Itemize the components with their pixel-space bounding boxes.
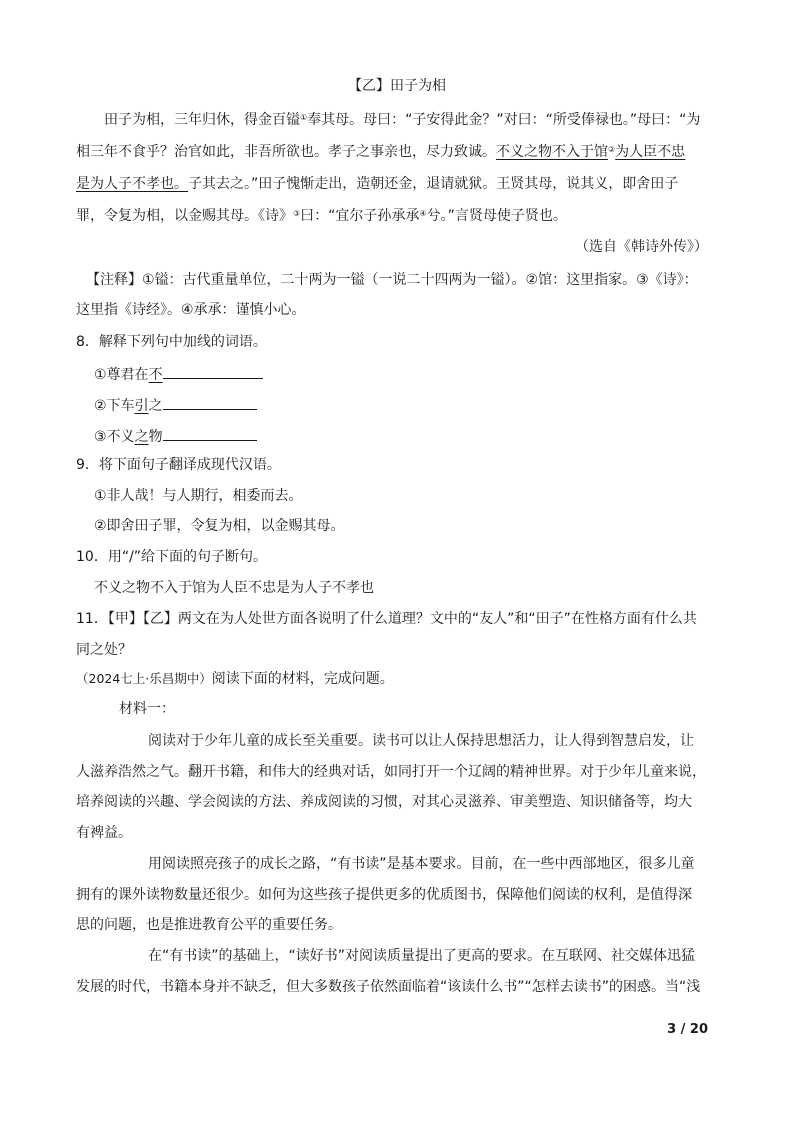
question-8-stem: 8．解释下列句中加线的词语。 (76, 334, 267, 350)
answer-blank[interactable] (163, 362, 263, 379)
marked-word: 之 (134, 429, 149, 445)
footnote-mark: ① (300, 113, 308, 122)
item-text: ②下车 (94, 398, 135, 414)
question-8-item-1 (94, 362, 263, 385)
passage-line-2 (76, 142, 685, 162)
footnote-mark: ④ (419, 209, 427, 218)
material-p1-line-2: 人滋养浩然之气。翻开书籍，和伟大的经典对话，如同打开一个辽阔的精神世界。对于少年儿童来说， (76, 764, 706, 780)
passage-text: 兮。”言贤母使子贤也。 (426, 208, 567, 224)
underlined-sentence: 为人臣不忠 (615, 144, 686, 160)
question-10-stem: 10．用“/”给下面的句子断句。 (76, 549, 268, 565)
question-8-item-3 (94, 424, 257, 447)
notes-line-2: 这里指《诗经》。④承承：谨慎小心。 (76, 302, 306, 318)
passage-text: 田子为相，三年归休，得金百镒 (104, 112, 300, 128)
question-9-stem: 9．将下面句子翻译成现代汉语。 (76, 457, 281, 473)
exam-source: （2024七上·乐昌期中） (76, 671, 212, 686)
underlined-sentence: 不义之物不入于馆 (496, 144, 608, 160)
marked-word: 引 (134, 398, 149, 414)
material-p2-line-1: 用阅读照亮孩子的成长之路，“有书读”是基本要求。目前，在一些中西部地区，很多儿童 (148, 856, 695, 872)
passage-line-4 (76, 206, 567, 226)
question-9-item-2: ②即舍田子罪，令复为相，以金赐其母。 (94, 518, 345, 534)
question-10-sentence: 不义之物不入于馆为人臣不忠是为人子不孝也 (94, 580, 374, 596)
question-8-item-2 (94, 393, 257, 416)
intro-text: 阅读下面的材料，完成问题。 (211, 671, 394, 687)
material-label: 材料一： (119, 701, 175, 717)
question-11-line-2: 同之处？ (76, 642, 132, 658)
page-number: 3 / 20 (667, 1022, 708, 1037)
footnote-mark: ② (608, 145, 616, 154)
material-p1-line-3: 培养阅读的兴趣、学会阅读的方法、养成阅读的习惯，对其心灵滋养、审美塑造、知识储备等，均大 (76, 794, 692, 810)
material-p3-line-1: 在“有书读”的基础上，“读好书”对阅读质量提出了更高的要求。在互联网、社交媒体迅猛 (148, 948, 696, 964)
question-9-item-1: ①非人哉！与人期行，相委而去。 (94, 488, 303, 504)
material-p2-line-2: 拥有的课外读物数量还很少。如何为这些孩子提供更多的优质图书，保障他们阅读的权利，是值得深 (76, 887, 692, 903)
notes-line-1: 【注释】①镒：古代重量单位，二十两为一镒（一说二十四两为一镒）。②馆：这里指家。③《诗》： (86, 272, 698, 288)
item-text: 之 (148, 398, 163, 414)
answer-blank[interactable] (163, 393, 257, 410)
reading-intro (76, 669, 394, 689)
item-text: 物 (148, 429, 163, 445)
footnote-mark: ③ (293, 209, 301, 218)
answer-blank[interactable] (163, 424, 257, 441)
material-p1-line-4: 有裨益。 (76, 825, 132, 841)
passage-text: 子其去之。”田子愧惭走出，造朝还金，退请就狱。王贤其母，说其义，即舍田子 (188, 176, 679, 192)
material-p2-line-3: 思的问题，也是推进教育公平的重要任务。 (76, 917, 342, 933)
section-title: 【乙】田子为相 (348, 78, 446, 94)
passage-line-3 (76, 174, 678, 194)
item-text: ③不义 (94, 429, 135, 445)
underlined-sentence: 是为人子不孝也。 (76, 176, 188, 192)
material-p1-line-1: 阅读对于少年儿童的成长至关重要。读书可以让人保持思想活力，让人得到智慧启发，让 (148, 733, 694, 749)
passage-source: （选自《韩诗外传》） (575, 239, 708, 255)
material-p3-line-2: 发展的时代，书籍本身并不缺乏，但大多数孩子依然面临着“该读什么书”“怎样去读书”的困惑。当“浅 (76, 979, 701, 995)
question-11-line-1: 11．【甲】【乙】两文在为人处世方面各说明了什么道理？文中的“友人”和“田子”在性格方面有什么共 (76, 611, 697, 627)
item-text: ①尊君在 (94, 367, 149, 383)
passage-text: 曰：“宜尔子孙承承 (300, 208, 420, 224)
passage-line-1 (104, 110, 700, 130)
passage-text: 奉其母。母曰：“子安得此金？”对曰：“所受俸禄也。”母曰：“为 (307, 112, 701, 128)
passage-text: 罪，令复为相，以金赐其母。《诗》 (76, 208, 293, 224)
marked-word: 不 (148, 367, 163, 383)
passage-text: 相三年不食乎？治官如此，非吾所欲也。孝子之事亲也，尽力致诚。 (76, 144, 496, 160)
